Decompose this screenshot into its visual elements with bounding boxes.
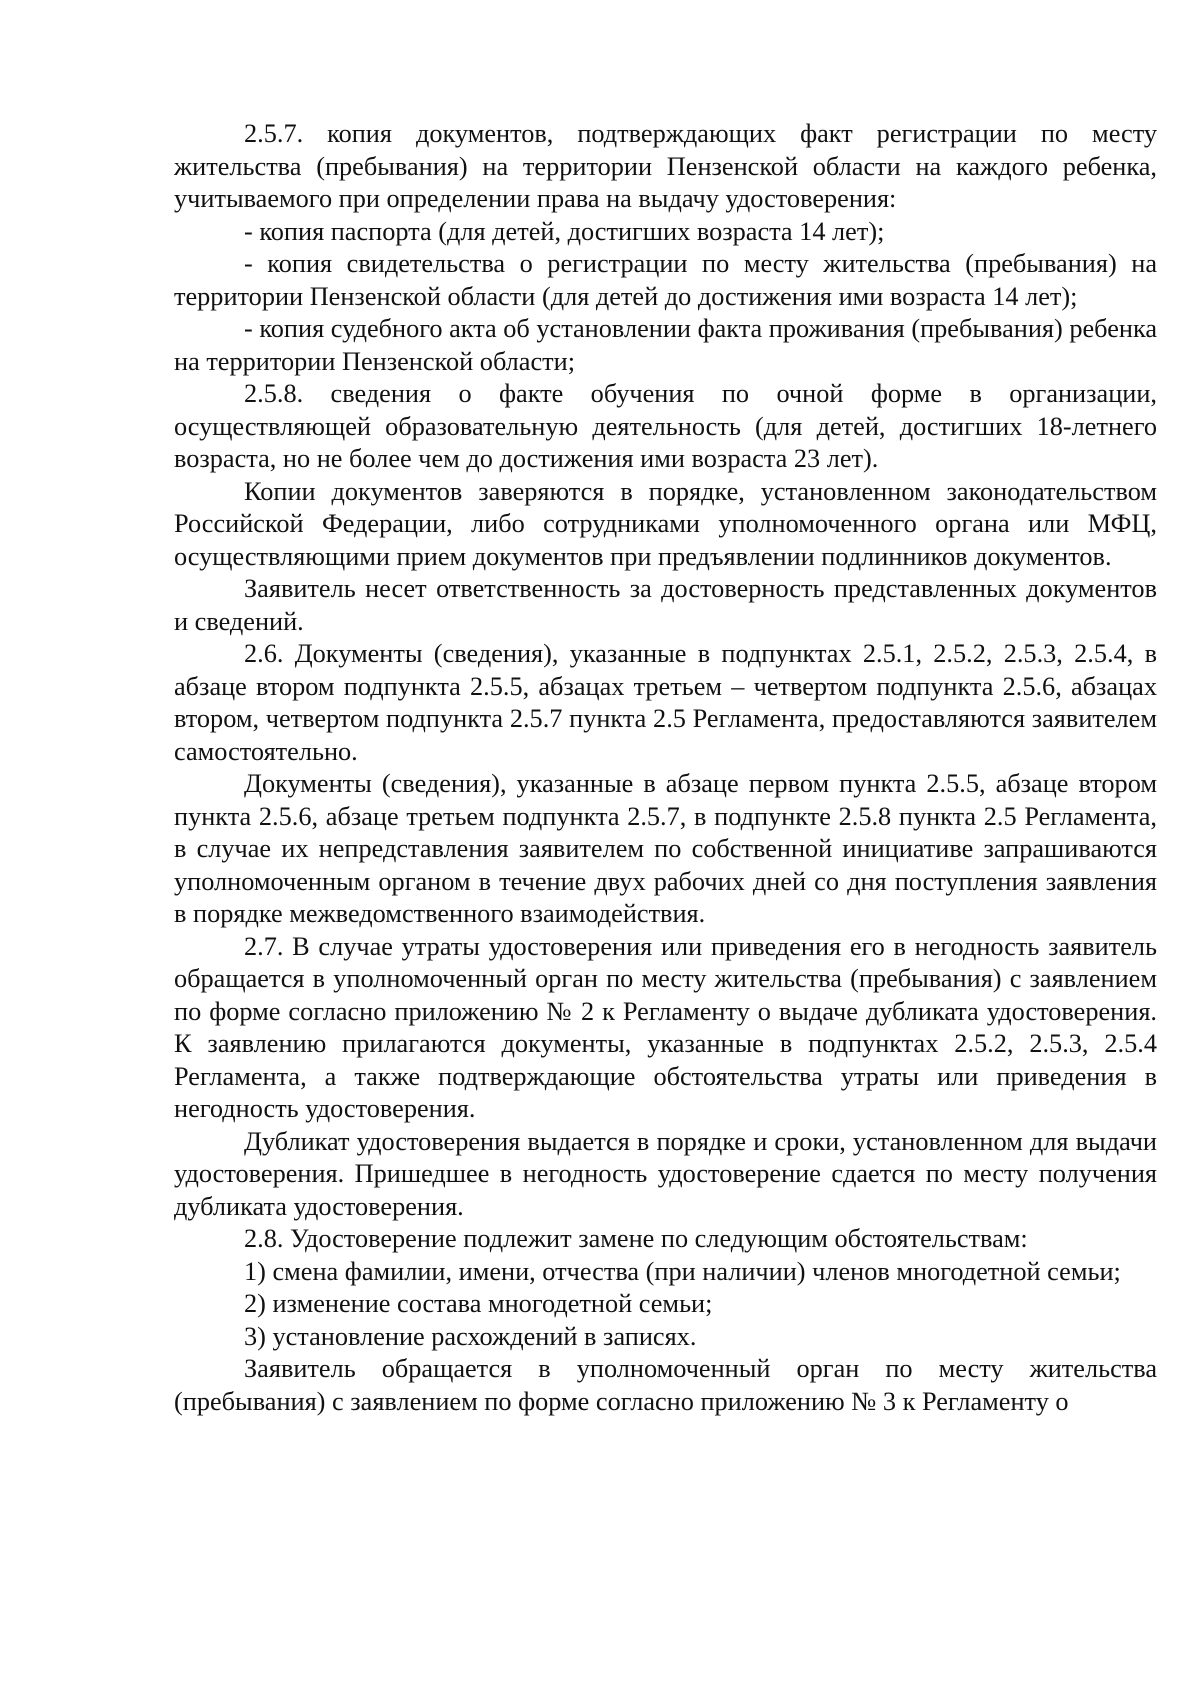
list-item-name-change: 1) смена фамилии, имени, отчества (при наличии) членов многодетной семьи;	[244, 1256, 1121, 1286]
list-item-court-act: - копия судебного акта об установлении факта проживания (пребывания) ребенка на территории Пензенской области;	[174, 314, 1157, 376]
paragraph-2-5-8: 2.5.8. сведения о факте обучения по очной форме в организации, осуществляющей образовательную деятельность (для детей, достигших 18-летнего возраста, но не более чем до достижения ими возраста 23 лет).	[174, 379, 1157, 473]
paragraph-duplicate-issuance: Дубликат удостоверения выдается в порядке и сроки, установленном для выдачи удостоверения. Пришедшее в негодность удостоверение сдается по месту получения дубликата удостоверения.	[174, 1126, 1157, 1221]
document-body	[174, 118, 1157, 1418]
list-item-family-change: 2) изменение состава многодетной семьи;	[244, 1289, 713, 1318]
paragraph-2-5-7: 2.5.7. копия документов, подтверждающих факт регистрации по месту жительства (пребывания) на территории Пензенской области на каждого ребенка, учитываемого при определении права на выдачу удостоверения:	[174, 119, 1157, 213]
paragraph-replacement-application: Заявитель обращается в уполномоченный орган по месту жительства (пребывания) с заявлением по форме согласно приложению № 3 к Регламенту о	[174, 1354, 1157, 1416]
list-item-registration-certificate: - копия свидетельства о регистрации по месту жительства (пребывания) на территории Пензенской области (для детей до достижения ими возраста 14 лет);	[174, 249, 1157, 311]
paragraph-applicant-responsibility: Заявитель несет ответственность за достоверность представленных документов и сведений.	[174, 574, 1157, 636]
paragraph-copies-certified: Копии документов заверяются в порядке, установленном законодательством Российской Федерации, либо сотрудниками уполномоченного органа или МФЦ, осуществляющими прием документов при предъявлении подлинников документов.	[174, 476, 1157, 571]
paragraph-2-8: 2.8. Удостоверение подлежит замене по следующим обстоятельствам:	[244, 1224, 1028, 1253]
paragraph-2-6: 2.6. Документы (сведения), указанные в подпунктах 2.5.1, 2.5.2, 2.5.3, 2.5.4, в абзаце втором подпункта 2.5.5, абзацах третьем – четвертом подпункта 2.5.6, абзацах втором, четвертом подпункта 2.5.7 пункта 2.5 Регламента, предоставляются заявителем самостоятельно.	[174, 639, 1157, 766]
list-item-record-discrepancy: 3) установление расхождений в записях.	[244, 1321, 697, 1351]
list-item-passport: - копия паспорта (для детей, достигших возраста 14 лет);	[244, 216, 885, 246]
paragraph-interagency-request: Документы (сведения), указанные в абзаце первом пункта 2.5.5, абзаце втором пункта 2.5.6, абзаце третьем подпункта 2.5.7, в подпункте 2.5.8 пункта 2.5 Регламента, в случае их непредставления заявителем по собственной инициативе запрашиваются уполномоченным органом в течение двух рабочих дней со дня поступления заявления в порядке межведомственного взаимодействия.	[174, 769, 1157, 928]
paragraph-2-7: 2.7. В случае утраты удостоверения или приведения его в негодность заявитель обращается в уполномоченный орган по месту жительства (пребывания) с заявлением по форме согласно приложению № 2 к Регламенту о выдаче дубликата удостоверения. К заявлению прилагаются документы, указанные в подпунктах 2.5.2, 2.5.3, 2.5.4 Регламента, а также подтверждающие обстоятельства утраты или приведения в негодность удостоверения.	[174, 931, 1157, 1123]
